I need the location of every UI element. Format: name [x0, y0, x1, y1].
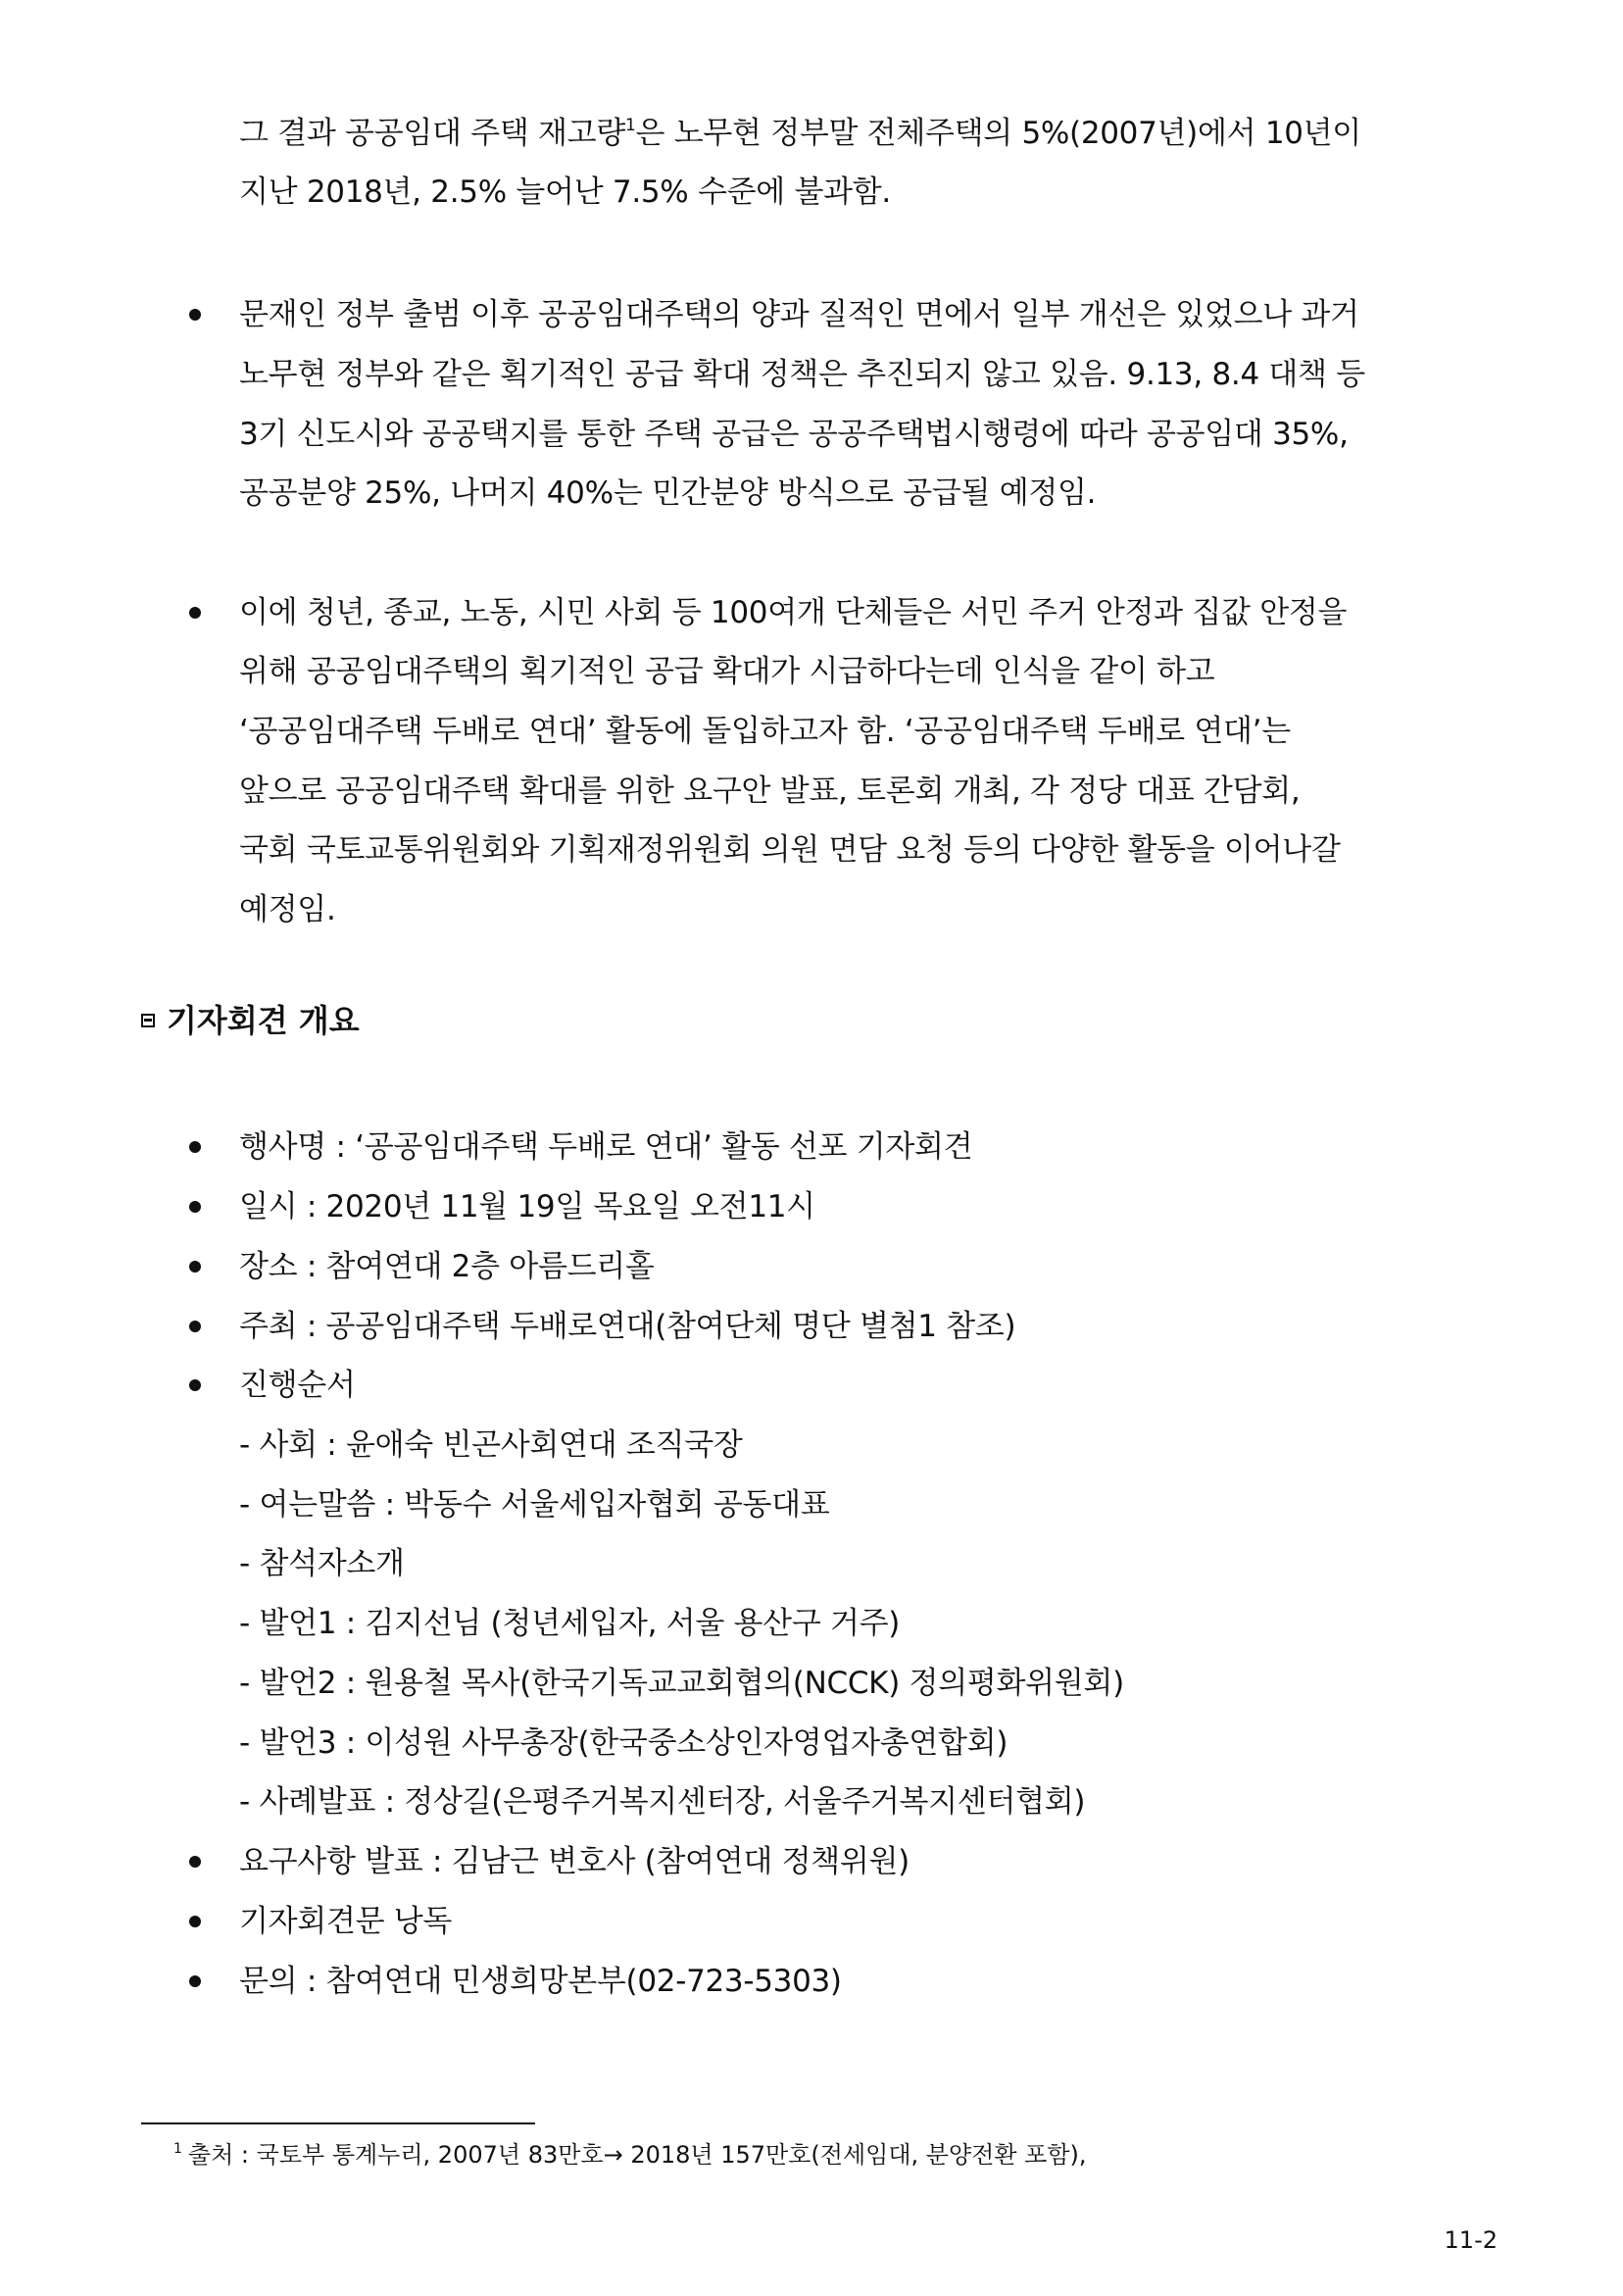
- program-item-speech-2: - 발언2 : 원용철 목사(한국기독교교회협의(NCCK) 정의평화위원회): [239, 1666, 1124, 1701]
- overview-item-program: 진행순서: [239, 1368, 356, 1403]
- paragraph-2-line-5: 국회 국토교통위원회와 기획재정위원회 의원 면담 요청 등의 다양한 활동을 이어나갈: [239, 832, 1341, 868]
- program-item-opening: - 여는말씀 : 박동수 서울세입자협회 공동대표: [239, 1487, 830, 1522]
- overview-item-demands: 요구사항 발표 : 김남근 변호사 (참여연대 정책위원): [239, 1844, 910, 1879]
- intro-line-2: 지난 2018년, 2.5% 늘어난 7.5% 수준에 불과함.: [239, 175, 891, 210]
- program-item-speech-1: - 발언1 : 김지선님 (청년세입자, 서울 용산구 거주): [239, 1606, 901, 1641]
- bullet-icon: [189, 309, 201, 321]
- bullet-icon: [189, 1321, 201, 1332]
- bullet-icon: [189, 1916, 201, 1927]
- section-square-icon: [141, 1014, 155, 1027]
- paragraph-2-line-2: 위해 공공임대주택의 획기적인 공급 확대가 시급하다는데 인식을 같이 하고: [239, 654, 1215, 689]
- overview-item-statement: 기자회견문 낭독: [239, 1904, 453, 1939]
- bullet-icon: [189, 1379, 201, 1391]
- program-item-host: - 사회 : 윤애숙 빈곤사회연대 조직국장: [239, 1427, 743, 1463]
- overview-item-event: 행사명 : ‘공공임대주택 두배로 연대’ 활동 선포 기자회견: [239, 1129, 973, 1165]
- footnote-divider: [141, 2122, 535, 2124]
- section-heading: [141, 1000, 360, 1041]
- overview-item-contact: 문의 : 참여연대 민생희망본부(02-723-5303): [239, 1964, 842, 1999]
- paragraph-2-line-6: 예정임.: [239, 892, 336, 927]
- overview-item-date: 일시 : 2020년 11월 19일 목요일 오전11시: [239, 1189, 815, 1224]
- program-item-case: - 사례발표 : 정상길(은평주거복지센터장, 서울주거복지센터협회): [239, 1784, 1086, 1820]
- bullet-icon: [189, 607, 201, 619]
- paragraph-2-line-4: 앞으로 공공임대주택 확대를 위한 요구안 발표, 토론회 개최, 각 정당 대표 간담회,: [239, 774, 1301, 809]
- paragraph-1-line-2: 노무현 정부와 같은 획기적인 공급 확대 정책은 추진되지 않고 있음. 9.13, 8.4 대책 등: [239, 357, 1365, 392]
- footnote-text: 출처 : 국토부 통계누리, 2007년 83만호→ 2018년 157만호(전세임대, 분양전환 포함),: [187, 2141, 1087, 2169]
- paragraph-2-line-1: 이에 청년, 종교, 노동, 시민 사회 등 100여개 단체들은 서민 주거 안정과 집값 안정을: [239, 595, 1348, 630]
- bullet-icon: [189, 1856, 201, 1868]
- program-item-speech-3: - 발언3 : 이성원 사무총장(한국중소상인자영업자총연합회): [239, 1725, 1008, 1761]
- section-title: 기자회견 개요: [167, 1002, 360, 1039]
- program-item-intro: - 참석자소개: [239, 1546, 405, 1581]
- footnote-reference: 1: [624, 116, 636, 135]
- bullet-icon: [189, 1201, 201, 1213]
- bullet-icon: [189, 1975, 201, 1987]
- footnote-mark: 1: [173, 2141, 182, 2157]
- footnote: [173, 2139, 1087, 2171]
- paragraph-2-line-3: ‘공공임대주택 두배로 연대’ 활동에 돌입하고자 함. ‘공공임대주택 두배로 연대’는: [239, 714, 1291, 749]
- bullet-icon: [189, 1141, 201, 1153]
- bullet-icon: [189, 1261, 201, 1273]
- overview-item-venue: 장소 : 참여연대 2층 아름드리홀: [239, 1249, 655, 1284]
- paragraph-1-line-1: 문재인 정부 출범 이후 공공임대주택의 양과 질적인 면에서 일부 개선은 있었으나 과거: [239, 297, 1359, 332]
- intro-line-1: 그 결과 공공임대 주택 재고량$^1$은 노무현 정부말 전체주택의 5%(2007년)에서 10년이: [239, 116, 1361, 151]
- paragraph-1-line-3: 3기 신도시와 공공택지를 통한 주택 공급은 공공주택법시행령에 따라 공공임대 35%,: [239, 417, 1349, 452]
- overview-item-host: 주최 : 공공임대주택 두배로연대(참여단체 명단 별첨1 참조): [239, 1309, 1016, 1344]
- page-number: 11-2: [1444, 2226, 1498, 2254]
- paragraph-1-line-4: 공공분양 25%, 나머지 40%는 민간분양 방식으로 공급될 예정임.: [239, 475, 1097, 511]
